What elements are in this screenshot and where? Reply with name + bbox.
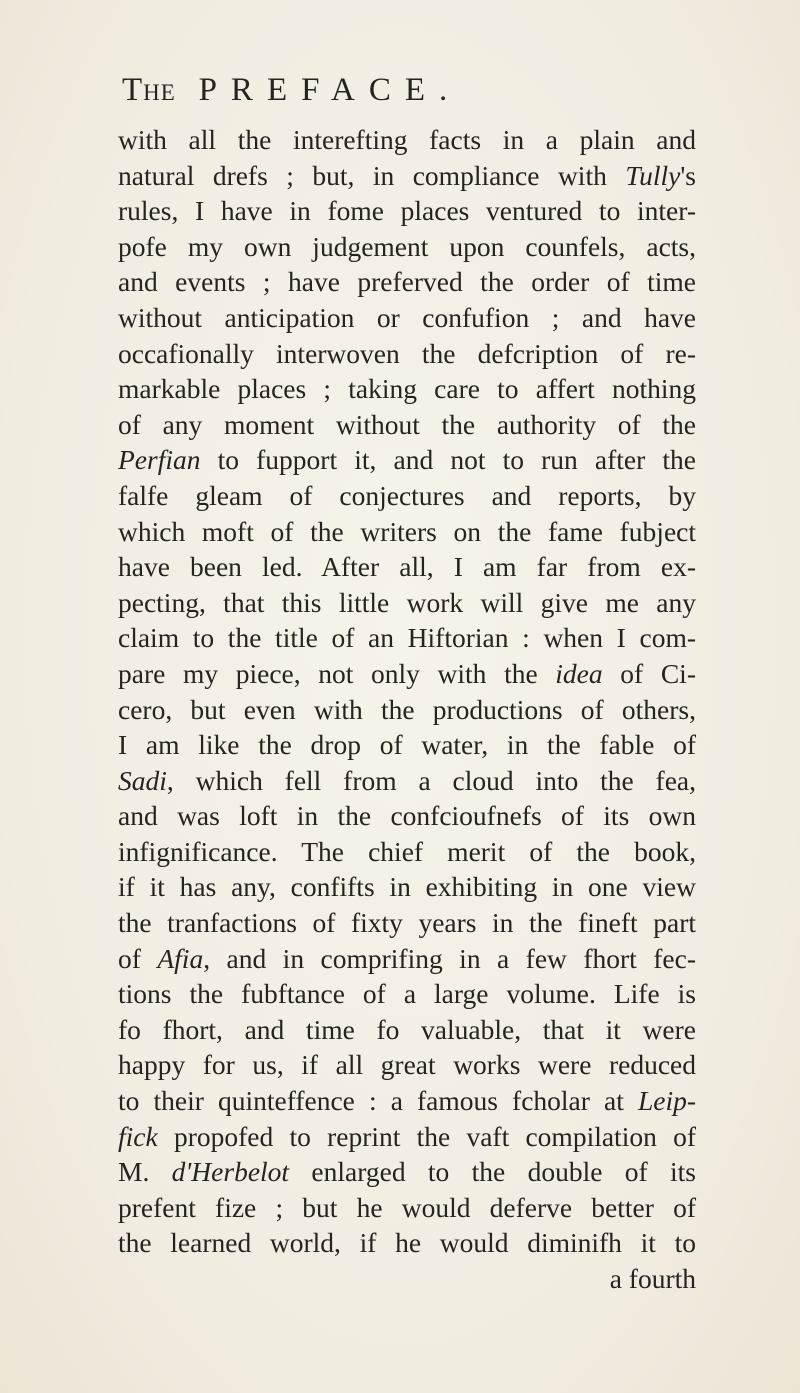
text-segment: , and in comprifing in a few fhort fec- <box>203 942 696 974</box>
text-segment: I am like the drop of water, in the fable of <box>118 729 696 761</box>
text-line <box>118 692 696 728</box>
text-line <box>118 407 696 443</box>
text-segment: pecting, that this little work will give me any <box>118 586 696 618</box>
text-line <box>118 193 696 229</box>
text-segment: M. <box>118 1156 172 1188</box>
text-line <box>118 442 696 478</box>
text-line <box>118 514 696 550</box>
text-line <box>118 941 696 977</box>
text-line <box>118 763 696 799</box>
text-segment: happy for us, if all great works were reduced <box>118 1049 696 1081</box>
text-line <box>118 1190 696 1226</box>
text-segment: cero, but even with the productions of others, <box>118 693 696 725</box>
text-line <box>118 1083 696 1119</box>
text-segment: markable places ; taking care to affert nothing <box>118 373 696 405</box>
text-line <box>118 1119 696 1155</box>
text-line <box>118 905 696 941</box>
text-line <box>118 727 696 763</box>
text-segment: tions the fubftance of a large volume. Life is <box>118 978 696 1010</box>
text-segment: rules, I have in fome places ventured to inter- <box>118 195 696 227</box>
text-line <box>118 122 696 158</box>
text-segment: the learned world, if he would diminifh it to <box>118 1227 696 1259</box>
text-segment: of any moment without the authority of the <box>118 408 696 440</box>
text-segment: falfe gleam of conjectures and reports, by <box>118 479 696 511</box>
text-segment: of <box>118 942 158 974</box>
text-segment: , which fell from a cloud into the fea, <box>166 764 696 796</box>
text-line <box>118 1012 696 1048</box>
text-segment: infignificance. The chief merit of the book, <box>118 835 696 867</box>
text-segment: which moft of the writers on the fame fubject <box>118 515 696 547</box>
text-segment: fo fhort, and time fo valuable, that it were <box>118 1013 696 1045</box>
catchword: a fourth <box>609 1263 696 1294</box>
running-head-title: PREFACE. <box>198 72 462 108</box>
text-segment: pare my piece, not only with the <box>118 657 556 689</box>
text-line <box>118 478 696 514</box>
text-segment: with all the interefting facts in a plain and <box>118 124 696 155</box>
text-line <box>118 336 696 372</box>
text-segment: of Ci- <box>602 657 696 689</box>
text-segment: to fupport it, and not to run after the <box>200 444 696 476</box>
italic-segment: Perfian <box>118 444 201 476</box>
text-segment: 's <box>680 159 696 191</box>
text-line <box>118 798 696 834</box>
text-line <box>118 620 696 656</box>
running-head-the: The <box>122 72 176 108</box>
italic-segment: fick <box>118 1120 158 1152</box>
running-head <box>122 72 678 109</box>
text-segment: and was loft in the confcioufnefs of its own <box>118 800 696 832</box>
text-line <box>118 834 696 870</box>
text-segment: if it has any, confifts in exhibiting in one view <box>118 871 696 903</box>
text-segment: to their quinteffence : a famous fcholar at <box>118 1085 638 1117</box>
italic-segment: d'Herbelot <box>171 1156 290 1188</box>
italic-segment: Leip- <box>637 1085 696 1117</box>
body-text <box>118 122 696 1297</box>
text-line <box>118 158 696 194</box>
text-line <box>118 264 696 300</box>
text-line <box>118 656 696 692</box>
text-segment: enlarged to the double of its <box>289 1156 696 1188</box>
text-segment: propofed to reprint the vaft compilation of <box>157 1120 696 1152</box>
text-line <box>118 1154 696 1190</box>
italic-segment: Sadi <box>118 764 167 796</box>
text-line <box>118 300 696 336</box>
text-segment: prefent fize ; but he would deferve better of <box>118 1191 696 1223</box>
text-line <box>118 1225 696 1261</box>
text-segment: without anticipation or confufion ; and have <box>118 301 696 333</box>
text-line <box>118 976 696 1012</box>
italic-segment: idea <box>555 657 603 689</box>
text-segment: have been led. After all, I am far from ex- <box>118 551 696 583</box>
text-segment: pofe my own judgement upon counfels, acts, <box>118 230 696 262</box>
text-segment: and events ; have preferved the order of time <box>118 266 696 298</box>
text-segment: occafionally interwoven the defcription of re- <box>118 337 696 369</box>
italic-segment: Afia <box>157 942 204 974</box>
text-line <box>118 229 696 265</box>
text-segment: claim to the title of an Hiftorian : when I com- <box>118 622 696 654</box>
text-line <box>118 1047 696 1083</box>
text-line <box>118 549 696 585</box>
text-line <box>118 371 696 407</box>
text-segment: the tranfactions of fixty years in the fineft part <box>118 907 696 939</box>
italic-segment: Tully <box>625 159 681 191</box>
text-segment: natural drefs ; but, in compliance with <box>118 159 626 191</box>
text-line <box>118 585 696 621</box>
text-line <box>118 869 696 905</box>
